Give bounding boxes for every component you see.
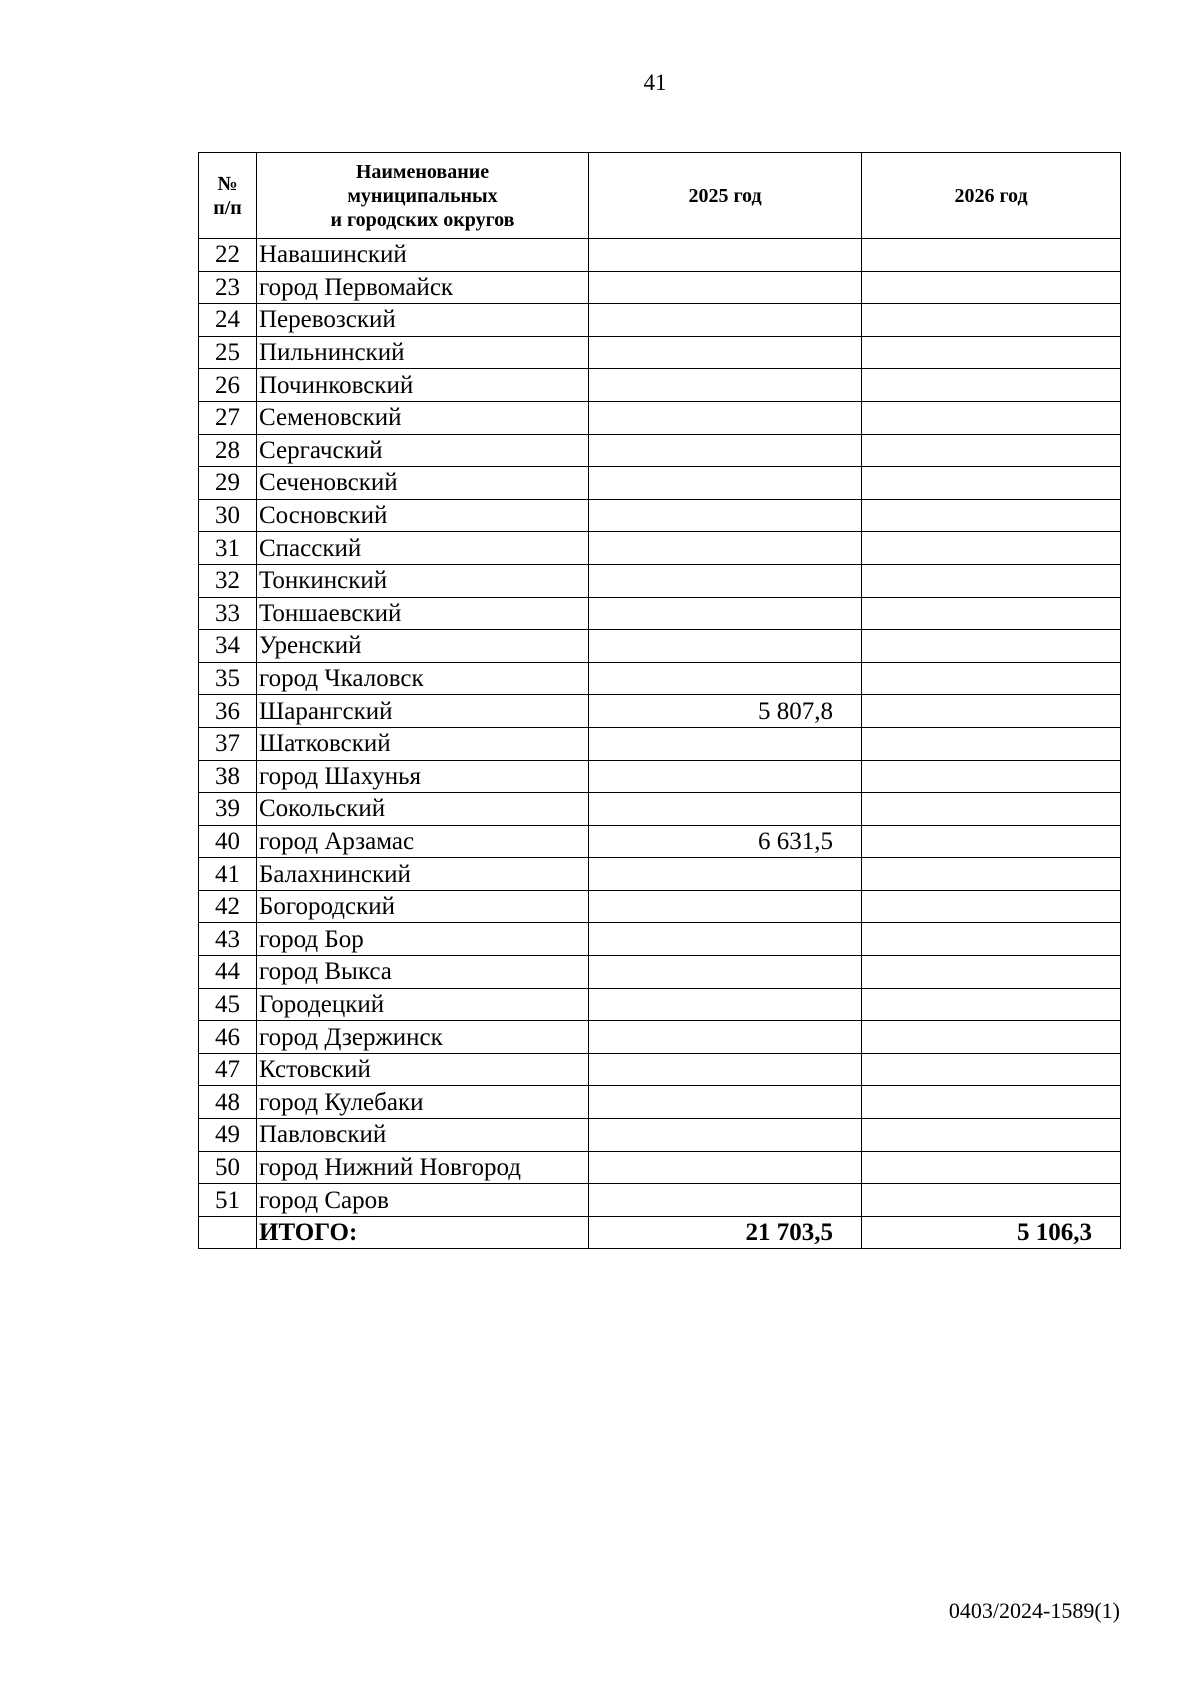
table-row [199, 304, 1121, 337]
row-number: 32 [199, 564, 257, 597]
table-row [199, 858, 1121, 891]
row-number: 30 [199, 499, 257, 532]
district-name: город Кулебаки [257, 1086, 589, 1119]
value-2026 [862, 597, 1121, 630]
row-number: 33 [199, 597, 257, 630]
table-row [199, 695, 1121, 728]
row-number: 34 [199, 630, 257, 663]
value-2025 [589, 564, 862, 597]
value-2026 [862, 467, 1121, 500]
value-2025 [589, 727, 862, 760]
district-name: Уренский [257, 630, 589, 663]
table-row [199, 988, 1121, 1021]
value-2025 [589, 630, 862, 663]
row-number: 28 [199, 434, 257, 467]
row-number: 22 [199, 239, 257, 272]
table-row [199, 760, 1121, 793]
value-2026 [862, 369, 1121, 402]
total-row [199, 1216, 1121, 1249]
table-row [199, 1086, 1121, 1119]
district-name: город Первомайск [257, 271, 589, 304]
table-row [199, 1184, 1121, 1217]
value-2025 [589, 1021, 862, 1054]
value-2026 [862, 532, 1121, 565]
value-2025: 6 631,5 [589, 825, 862, 858]
table-row [199, 1119, 1121, 1152]
row-number: 35 [199, 662, 257, 695]
district-name: Починковский [257, 369, 589, 402]
row-number: 50 [199, 1151, 257, 1184]
value-2025 [589, 336, 862, 369]
value-2025 [589, 499, 862, 532]
district-name: город Чкаловск [257, 662, 589, 695]
value-2025 [589, 369, 862, 402]
row-number: 27 [199, 401, 257, 434]
row-number: 23 [199, 271, 257, 304]
value-2026 [862, 695, 1121, 728]
value-2025 [589, 304, 862, 337]
value-2026 [862, 401, 1121, 434]
value-2026 [862, 1151, 1121, 1184]
value-2025 [589, 467, 862, 500]
page-number: 41 [643, 70, 667, 95]
row-number: 25 [199, 336, 257, 369]
table-row [199, 793, 1121, 826]
value-2026 [862, 1086, 1121, 1119]
value-2025 [589, 793, 862, 826]
district-name: город Выкса [257, 956, 589, 989]
district-name: город Бор [257, 923, 589, 956]
row-number: 24 [199, 304, 257, 337]
value-2026 [862, 793, 1121, 826]
table-row [199, 825, 1121, 858]
value-2026 [862, 630, 1121, 663]
district-name: Павловский [257, 1119, 589, 1152]
table-row [199, 499, 1121, 532]
value-2025 [589, 271, 862, 304]
row-number: 43 [199, 923, 257, 956]
row-number: 44 [199, 956, 257, 989]
row-number: 46 [199, 1021, 257, 1054]
table-row [199, 662, 1121, 695]
district-name: Кстовский [257, 1053, 589, 1086]
value-2026 [862, 499, 1121, 532]
district-name: Сокольский [257, 793, 589, 826]
value-2025 [589, 988, 862, 1021]
row-number: 41 [199, 858, 257, 891]
row-number: 45 [199, 988, 257, 1021]
row-number: 26 [199, 369, 257, 402]
row-number: 31 [199, 532, 257, 565]
district-name: Сосновский [257, 499, 589, 532]
value-2026 [862, 434, 1121, 467]
value-2026 [862, 988, 1121, 1021]
row-number: 38 [199, 760, 257, 793]
allocation-table [198, 152, 1121, 1249]
value-2026 [862, 923, 1121, 956]
value-2025 [589, 1184, 862, 1217]
district-name: Шарангский [257, 695, 589, 728]
table-header-row [199, 153, 1121, 239]
table-row [199, 956, 1121, 989]
value-2025 [589, 401, 862, 434]
row-number: 39 [199, 793, 257, 826]
table-row [199, 727, 1121, 760]
value-2026 [862, 336, 1121, 369]
district-name: город Нижний Новгород [257, 1151, 589, 1184]
row-number: 40 [199, 825, 257, 858]
table-row [199, 369, 1121, 402]
row-number: 48 [199, 1086, 257, 1119]
district-name: Пильнинский [257, 336, 589, 369]
district-name: Балахнинский [257, 858, 589, 891]
value-2026 [862, 662, 1121, 695]
table-row [199, 434, 1121, 467]
value-2025 [589, 923, 862, 956]
row-number [199, 1216, 257, 1249]
row-number: 37 [199, 727, 257, 760]
value-2025 [589, 890, 862, 923]
table-row [199, 239, 1121, 272]
district-name: Спасский [257, 532, 589, 565]
table-row [199, 336, 1121, 369]
district-name: Богородский [257, 890, 589, 923]
value-2025 [589, 239, 862, 272]
header-2025: 2025 год [589, 153, 862, 239]
table-row [199, 532, 1121, 565]
table-body [199, 239, 1121, 1249]
district-name: ИТОГО: [257, 1216, 589, 1249]
value-2025: 21 703,5 [589, 1216, 862, 1249]
district-name: Сергачский [257, 434, 589, 467]
value-2026 [862, 956, 1121, 989]
row-number: 29 [199, 467, 257, 500]
value-2025 [589, 532, 862, 565]
value-2026 [862, 304, 1121, 337]
district-name: Тонкинский [257, 564, 589, 597]
value-2026 [862, 1184, 1121, 1217]
district-name: Навашинский [257, 239, 589, 272]
table-row [199, 271, 1121, 304]
district-name: город Шахунья [257, 760, 589, 793]
district-name: Городецкий [257, 988, 589, 1021]
table-row [199, 630, 1121, 663]
value-2026 [862, 825, 1121, 858]
value-2025 [589, 858, 862, 891]
value-2026 [862, 564, 1121, 597]
value-2025 [589, 1053, 862, 1086]
value-2026 [862, 1021, 1121, 1054]
value-2026 [862, 890, 1121, 923]
value-2025 [589, 434, 862, 467]
table-row [199, 1021, 1121, 1054]
value-2026 [862, 727, 1121, 760]
value-2025 [589, 760, 862, 793]
value-2026 [862, 858, 1121, 891]
district-name: город Арзамас [257, 825, 589, 858]
row-number: 42 [199, 890, 257, 923]
value-2026: 5 106,3 [862, 1216, 1121, 1249]
row-number: 36 [199, 695, 257, 728]
value-2025 [589, 1119, 862, 1152]
value-2025 [589, 597, 862, 630]
district-name: Тоншаевский [257, 597, 589, 630]
table-row [199, 1053, 1121, 1086]
table-row [199, 597, 1121, 630]
row-number: 47 [199, 1053, 257, 1086]
table-row [199, 890, 1121, 923]
value-2026 [862, 1119, 1121, 1152]
value-2025 [589, 662, 862, 695]
row-number: 49 [199, 1119, 257, 1152]
header-num: № п/п [199, 153, 257, 239]
district-name: Шатковский [257, 727, 589, 760]
table-row [199, 564, 1121, 597]
district-name: Перевозский [257, 304, 589, 337]
value-2026 [862, 239, 1121, 272]
value-2026 [862, 760, 1121, 793]
table-row [199, 923, 1121, 956]
value-2025 [589, 1086, 862, 1119]
document-code: 0403/2024-1589(1) [948, 1598, 1120, 1623]
district-name: Семеновский [257, 401, 589, 434]
header-name: Наименование муниципальных и городских округов [257, 153, 589, 239]
value-2025 [589, 1151, 862, 1184]
district-name: Сеченовский [257, 467, 589, 500]
row-number: 51 [199, 1184, 257, 1217]
table-row [199, 401, 1121, 434]
district-name: город Саров [257, 1184, 589, 1217]
value-2025: 5 807,8 [589, 695, 862, 728]
value-2026 [862, 1053, 1121, 1086]
table-row [199, 1151, 1121, 1184]
value-2025 [589, 956, 862, 989]
district-name: город Дзержинск [257, 1021, 589, 1054]
header-2026: 2026 год [862, 153, 1121, 239]
value-2026 [862, 271, 1121, 304]
table-row [199, 467, 1121, 500]
